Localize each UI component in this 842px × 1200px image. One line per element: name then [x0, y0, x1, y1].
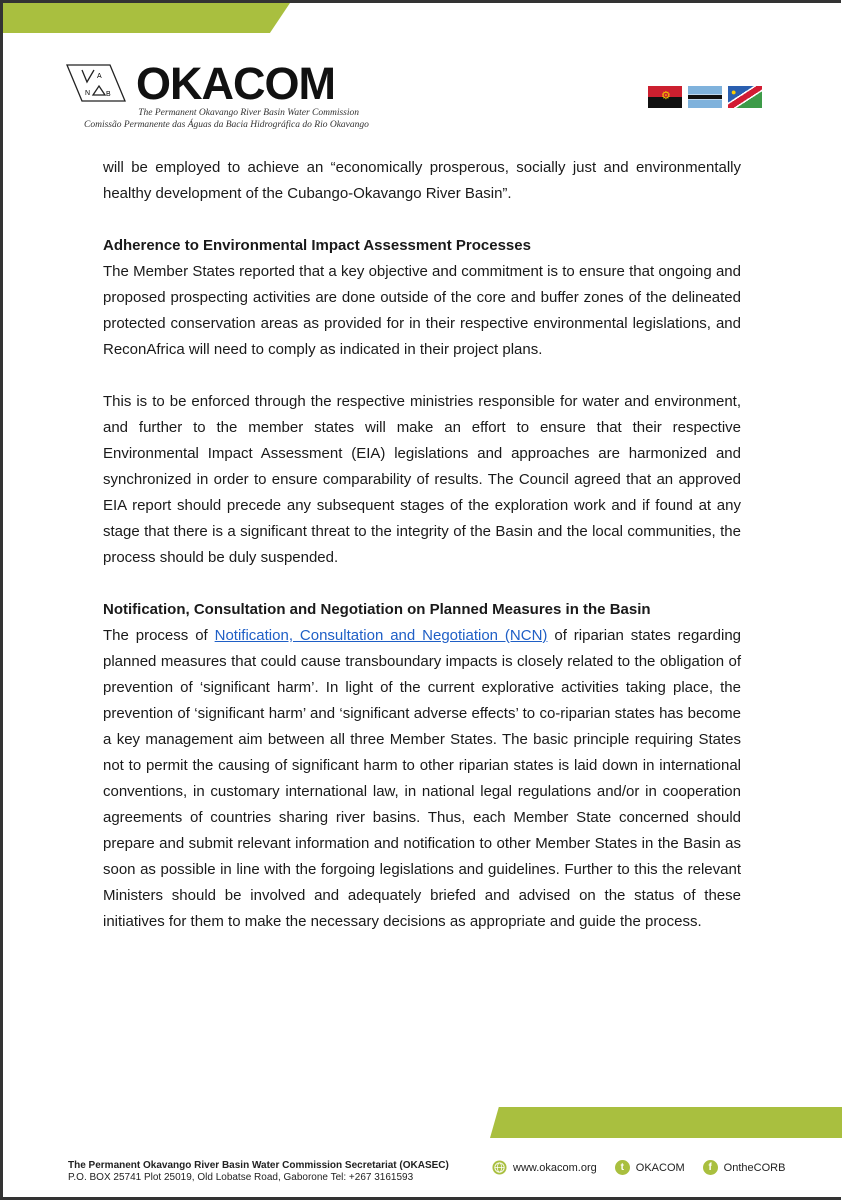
logo-subtitle-pt: Comissão Permanente das Águas da Bacia Hidrográfica do Rio Okavango	[84, 120, 369, 130]
paragraph-ncn	[103, 623, 741, 935]
footer-address: P.O. BOX 25741 Plot 25019, Old Lobatse Road, Gaborone Tel: +267 3161593	[68, 1172, 414, 1183]
ncn-text-pre: The process of	[103, 627, 215, 644]
paragraph-eia-1: The Member States reported that a key objective and commitment is to ensure that ongoing and proposed prospecting activities are done outside of the core and buffer zones of the delineated protected conservation areas as provided for in their respective environmental legislations, and ReconAfrica will need to comply as indicated in their project plans.	[103, 263, 741, 358]
section-heading-ncn: Notification, Consultation and Negotiation on Planned Measures in the Basin	[103, 601, 651, 618]
ncn-text-post: of riparian states regarding planned measures that could cause transboundary impacts is closely related to the obligation of prevention of ‘significant harm’. In light of the current explorative activities taking place, the prevention of ‘significant harm’ and ‘significant adverse effects’ to co-riparian states has become a key management aim between all three Member States. The basic principle requiring States not to permit the causing of significant harm to other riparian states is laid down in international conventions, in customary international law, in national legal regulations and/or in cooperation agreements of countries sharing river basins. Thus, each Member State concerned should prepare and submit relevant information and notification to other Member States in the Basin as soon as possible in line with the forgoing legislations and guidelines. Further to this the relevant Ministers should be involved and adequately briefed and advised on the status of these initiatives for them to make the necessary decisions as appropriate and guide the process.	[103, 627, 742, 930]
footer-contacts	[492, 1160, 795, 1175]
namibia-flag-icon: ●	[728, 86, 762, 108]
globe-icon	[492, 1160, 507, 1175]
facebook-icon: f	[703, 1160, 718, 1175]
logo-letter-a: A	[97, 73, 102, 80]
footer-address-block	[68, 1160, 449, 1184]
angola-flag-icon: ⚙	[648, 86, 682, 108]
logo-subtitle-en: The Permanent Okavango River Basin Water Commission	[138, 108, 359, 118]
footer-website[interactable]	[492, 1160, 597, 1175]
footer-twitter[interactable]	[615, 1160, 685, 1175]
logo-letter-b: B	[106, 91, 111, 98]
header-accent-band	[3, 3, 290, 33]
twitter-icon: t	[615, 1160, 630, 1175]
logo-subtitle	[84, 107, 369, 131]
botswana-flag-icon	[688, 86, 722, 108]
ncn-link[interactable]: Notification, Consultation and Negotiation (NCN)	[214, 627, 548, 644]
section-heading-eia: Adherence to Environmental Impact Assessment Processes	[103, 237, 531, 254]
paragraph-eia-2: This is to be enforced through the respective ministries responsible for water and environment, and further to the member states will make an effort to ensure that their respective Environmental Impact Assessment (EIA) legislations and approaches are harmonized and synchronized in order to ensure comparability of results. The Council agreed that an approved EIA report should precede any subsequent stages of the exploration work and if found at any stage that there is a significant threat to the integrity of the Basin and the local communities, the process should be duly suspended.	[103, 393, 741, 566]
footer-facebook[interactable]	[703, 1160, 786, 1175]
website-text: www.okacom.org	[513, 1161, 597, 1174]
footer-org-name: The Permanent Okavango River Basin Water Commission Secretariat (OKASEC)	[68, 1160, 449, 1171]
facebook-handle: OntheCORB	[723, 1161, 786, 1174]
document-body	[103, 155, 741, 935]
footer-accent-band	[490, 1107, 842, 1138]
member-state-flags	[648, 86, 762, 108]
logo-letter-n: N	[85, 90, 91, 97]
okacom-logo-mark-icon	[66, 64, 126, 102]
twitter-handle: OKACOM	[635, 1161, 685, 1174]
logo-wordmark: OKACOM	[136, 58, 335, 109]
paragraph-intro: will be employed to achieve an “economically prosperous, socially just and environmentally healthy development of the Cubango-Okavango River Basin”.	[103, 159, 741, 202]
